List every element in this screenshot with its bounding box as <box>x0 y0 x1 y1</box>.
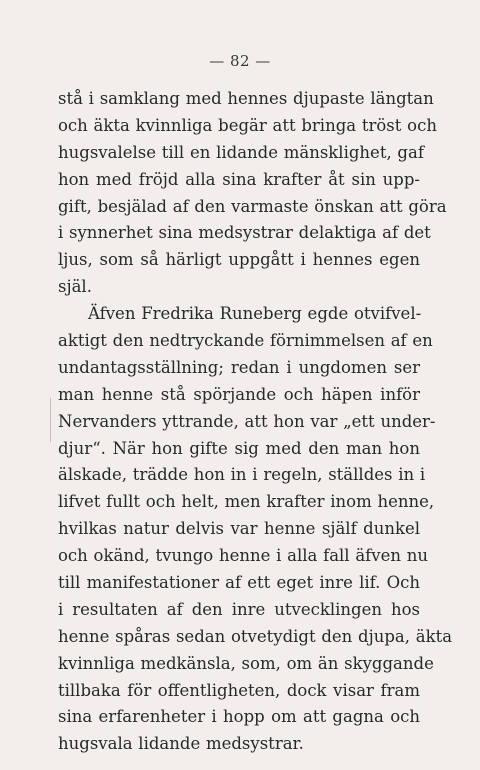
paragraph-2 <box>58 301 453 758</box>
text-line: lifvet fullt och helt, men krafter inom henne, <box>58 492 435 512</box>
text-line: hon med fröjd alla sina krafter åt sin upp- <box>58 169 420 189</box>
text-line: man henne stå spörjande och häpen inför <box>58 384 420 404</box>
text-line: Äfven Fredrika Runeberg egde otvifvel- <box>88 304 422 324</box>
text-line: Nervanders yttrande, att hon var „ett under- <box>58 411 436 431</box>
page-number: — 82 — <box>209 52 271 70</box>
text-line: i resultaten af den inre utvecklingen hos <box>58 599 420 619</box>
text-line: ljus, som så härligt uppgått i hennes egen <box>58 250 420 270</box>
paragraph-1 <box>58 86 447 301</box>
text-line: djur“. När hon gifte sig med den man hon <box>58 438 420 458</box>
text-line: till manifestationer af ett eget inre lif. Och <box>58 573 420 593</box>
text-line: och okänd, tvungo henne i alla fall äfven nu <box>58 546 428 566</box>
text-line: gift, besjälad af den varmaste önskan att göra <box>58 196 447 216</box>
text-line: sina erfarenheter i hopp om att gagna och <box>58 707 420 727</box>
margin-pencil-mark <box>50 398 51 442</box>
text-line: själ. <box>58 277 92 297</box>
text-line: undantagsställning; redan i ungdomen ser <box>58 357 420 377</box>
text-line: hugsvala lidande medsystrar. <box>58 734 304 754</box>
text-line: henne spåras sedan otvetydigt den djupa, äkta <box>58 626 453 646</box>
text-line: i synnerhet sina medsystrar delaktiga af det <box>58 223 431 243</box>
body-text <box>58 86 453 758</box>
text-line: stå i samklang med hennes djupaste längtan <box>58 89 434 108</box>
text-line: och äkta kvinnliga begär att bringa tröst och <box>58 115 437 135</box>
text-line: hugsvalelse till en lidande mänsklighet, gaf <box>58 142 424 162</box>
text-line: hvilkas natur delvis var henne själf dunkel <box>58 519 420 539</box>
text-line: aktigt den nedtryckande förnimmelsen af en <box>58 331 433 351</box>
text-line: kvinnliga medkänsla, som, om än skyggande <box>58 653 434 673</box>
text-line: älskade, trädde hon in i regeln, ställdes in i <box>58 465 426 485</box>
text-line: tillbaka för offentligheten, dock visar fram <box>58 680 420 700</box>
